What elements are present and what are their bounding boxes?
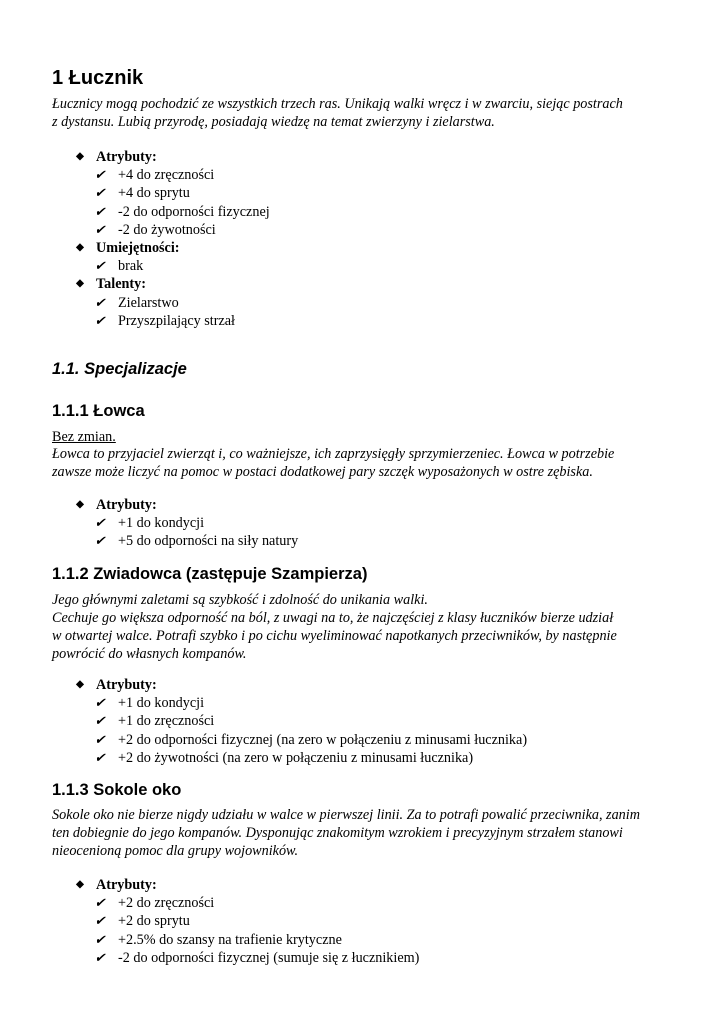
checkmark-icon: ✔: [94, 533, 106, 549]
list-item-text: +2.5% do szansy na trafienie krytyczne: [118, 931, 342, 948]
note-text: Bez zmian.: [52, 429, 116, 445]
sokole-description: [52, 806, 652, 860]
list-item: [74, 894, 419, 912]
list-item: [74, 694, 527, 712]
subsection-heading: 1.1.2 Zwiadowca (zastępuje Szampierza): [52, 565, 368, 583]
list-item-text: +2 do żywotności (na zero w połączeniu z minusami łucznika): [118, 749, 474, 766]
category-label: Talenty:: [96, 276, 146, 293]
checkmark-icon: ✔: [94, 731, 106, 747]
description-line: Sokole oko nie bierze nigdy udziału w walce w pierwszej linii. Za to potrafi powalić przeciwnika, zanim: [52, 807, 640, 823]
list-category: [74, 148, 270, 166]
list-item-text: +4 do zręczności: [118, 167, 215, 184]
main-attribute-list: [74, 148, 270, 330]
section-heading: 1.1. Specjalizacje: [52, 360, 187, 378]
list-category: [74, 239, 270, 257]
checkmark-icon: ✔: [94, 713, 106, 729]
list-item-text: +2 do odporności fizycznej (na zero w połączeniu z minusami łucznika): [118, 731, 528, 748]
checkmark-icon: ✔: [94, 312, 106, 328]
list-item: [74, 731, 527, 749]
page-title: 1 Łucznik: [52, 67, 144, 89]
subsection-heading: 1.1.1 Łowca: [52, 402, 145, 420]
checkmark-icon: ✔: [94, 895, 106, 911]
list-item-text: +4 do sprytu: [118, 185, 190, 202]
list-item-text: +1 do kondycji: [118, 695, 205, 712]
intro-line: Łucznicy mogą pochodzić ze wszystkich trzech ras. Unikają walki wręcz i w zwarciu, siejąc postrach: [52, 96, 623, 112]
list-item-text: +5 do odporności na siły natury: [118, 533, 299, 550]
description-line: Cechuje go większa odporność na ból, z uwagi na to, że najczęściej z klasy łuczników bierze udział: [52, 610, 614, 626]
category-label: Umiejętności:: [96, 239, 180, 256]
list-item-text: Przyszpilający strzał: [118, 312, 235, 329]
lowca-attribute-list: [74, 496, 298, 551]
checkmark-icon: ✔: [94, 749, 106, 765]
list-item: [74, 931, 419, 949]
category-label: Atrybuty:: [96, 677, 157, 693]
checkmark-icon: ✔: [94, 515, 106, 531]
list-item: [74, 514, 298, 532]
description-line: Jego głównymi zaletami są szybkość i zdolność do unikania walki.: [52, 592, 428, 608]
checkmark-icon: ✔: [94, 294, 106, 310]
category-label: Atrybuty:: [96, 877, 157, 893]
list-item: [74, 912, 419, 930]
checkmark-icon: ✔: [94, 695, 106, 711]
description-line: powrócić do własnych kompanów.: [52, 646, 247, 662]
list-item-text: -2 do odporności fizycznej (sumuje się z łucznikiem): [118, 949, 420, 966]
list-item-text: +2 do sprytu: [118, 913, 190, 930]
list-item: [74, 221, 270, 239]
intro-paragraph: [52, 95, 652, 131]
zwiadowca-description: [52, 591, 652, 663]
checkmark-icon: ✔: [94, 221, 106, 237]
list-item-text: +1 do kondycji: [118, 515, 205, 532]
description-line: Łowca to przyjaciel zwierząt i, co ważniejsze, ich zaprzysięgły sprzymierzeniec. Łowca w potrzebie: [52, 446, 615, 462]
checkmark-icon: ✔: [94, 913, 106, 929]
list-item: [74, 712, 527, 730]
zwiadowca-attribute-list: [74, 676, 527, 767]
list-item-text: -2 do odporności fizycznej: [118, 203, 270, 220]
list-item-text: +1 do zręczności: [118, 713, 215, 730]
lowca-description: [52, 445, 652, 481]
list-category: [74, 676, 527, 694]
list-item: [74, 203, 270, 221]
list-item-text: Zielarstwo: [118, 294, 179, 311]
list-item: [74, 166, 270, 184]
diamond-bullet-icon: ◆: [76, 679, 84, 690]
description-line: nieocenioną pomoc dla grupy wojowników.: [52, 843, 299, 859]
description-line: w otwartej walce. Potrafi szybko i po cichu wyeliminować napotkanych przeciwników, by następnie: [52, 628, 617, 644]
list-item-text: +2 do zręczności: [118, 895, 215, 912]
list-item: [74, 184, 270, 202]
sokole-attribute-list: [74, 876, 419, 967]
list-item: [74, 312, 270, 330]
list-category: [74, 876, 419, 894]
checkmark-icon: ✔: [94, 949, 106, 965]
intro-line: z dystansu. Lubią przyrodę, posiadają wiedzę na temat zwierzyny i zielarstwa.: [52, 114, 495, 130]
list-category: [74, 275, 270, 293]
diamond-bullet-icon: ◆: [76, 879, 84, 890]
list-item: [74, 749, 527, 767]
diamond-bullet-icon: ◆: [76, 151, 84, 162]
list-item: [74, 257, 270, 275]
list-item-text: -2 do żywotności: [118, 221, 216, 238]
checkmark-icon: ✔: [94, 185, 106, 201]
diamond-bullet-icon: ◆: [76, 278, 84, 290]
checkmark-icon: ✔: [94, 258, 106, 274]
list-category: [74, 496, 298, 514]
description-line: zawsze może liczyć na pomoc w postaci dodatkowej pary szczęk wyposażonych w ostre zębiska.: [52, 464, 593, 480]
checkmark-icon: ✔: [94, 167, 106, 183]
checkmark-icon: ✔: [94, 931, 106, 947]
category-label: Atrybuty:: [96, 149, 157, 165]
list-item: [74, 949, 419, 967]
category-label: Atrybuty:: [96, 497, 157, 513]
list-item-text: brak: [118, 258, 144, 275]
diamond-bullet-icon: ◆: [76, 499, 84, 510]
description-line: ten dobiegnie do jego kompanów. Dysponując znakomitym wzrokiem i precyzyjnym strzałem stanowi: [52, 825, 623, 841]
list-item: [74, 532, 298, 550]
subsection-heading: 1.1.3 Sokole oko: [52, 781, 182, 799]
diamond-bullet-icon: ◆: [76, 241, 84, 253]
list-item: [74, 294, 270, 312]
checkmark-icon: ✔: [94, 203, 106, 219]
